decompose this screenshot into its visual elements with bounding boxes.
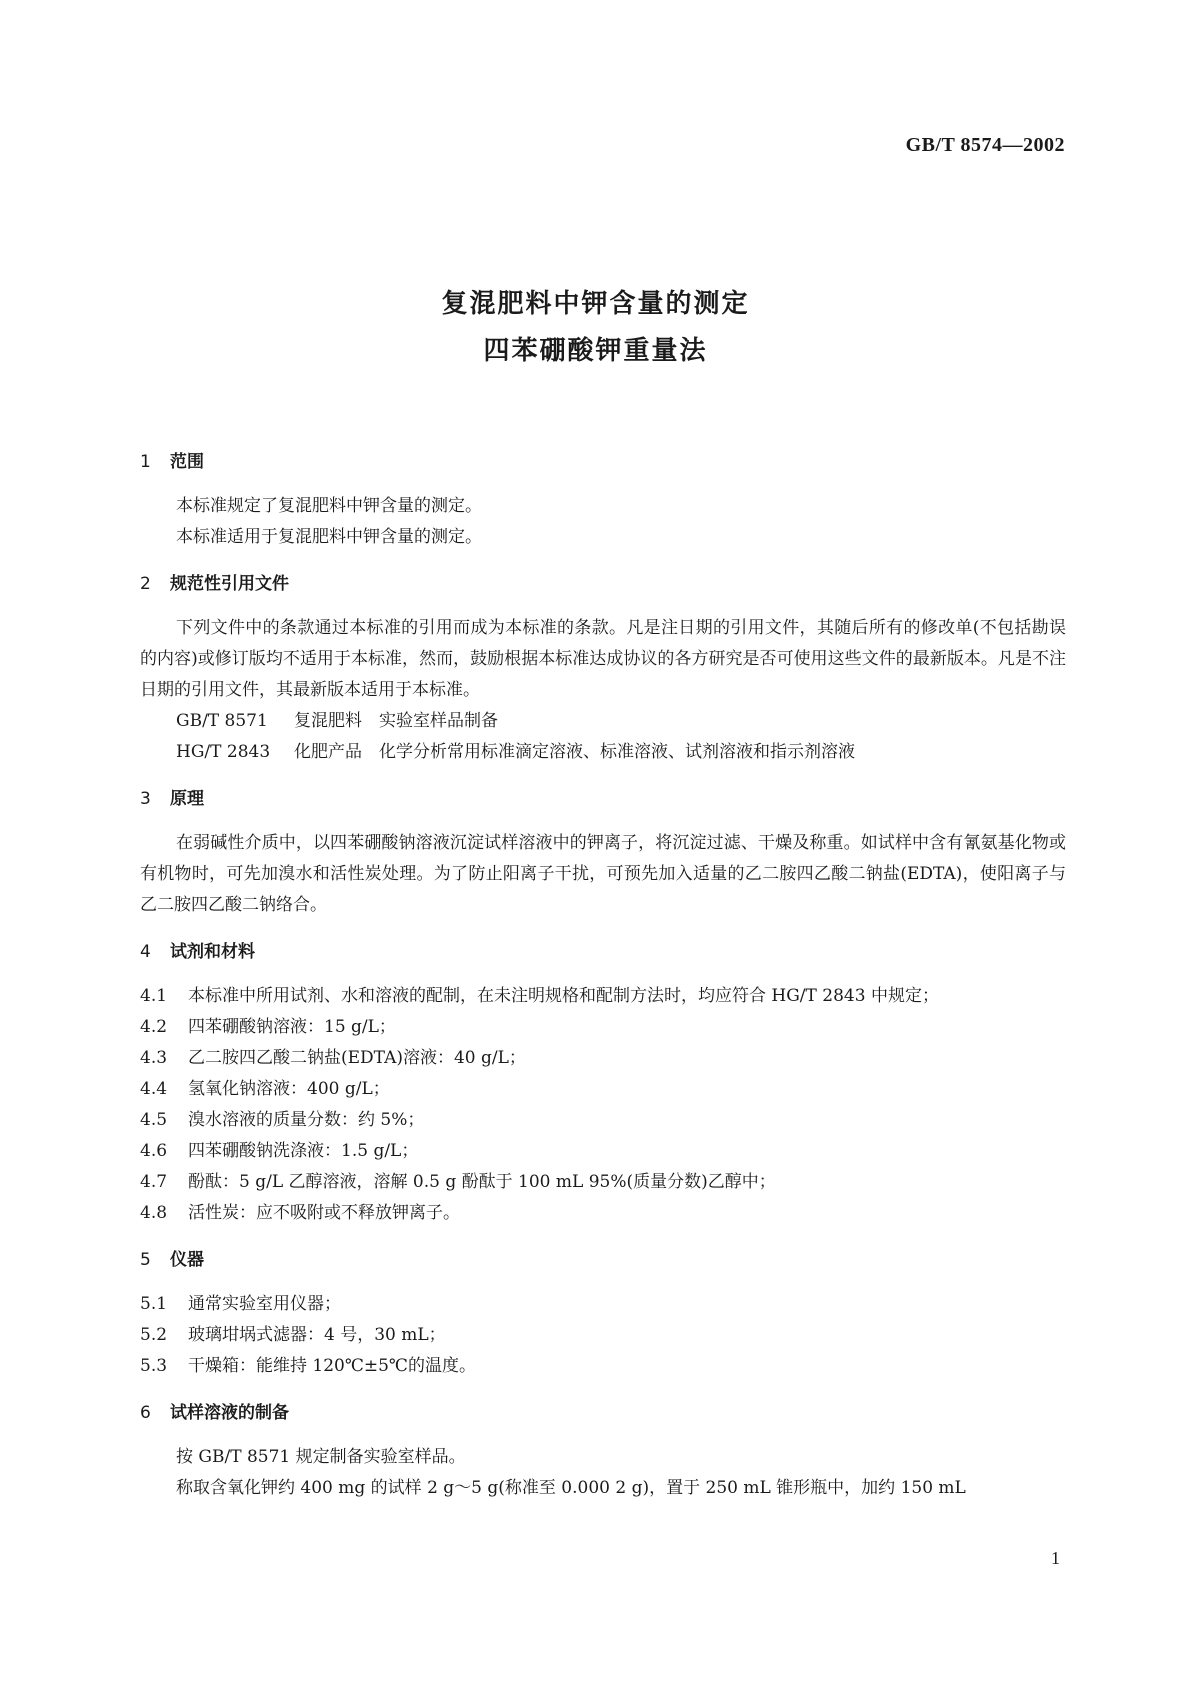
list-item (140, 1351, 1066, 1382)
paragraph: 下列文件中的条款通过本标准的引用而成为本标准的条款。凡是注日期的引用文件，其随后所有的修改单(不包括勘误的内容)或修订版均不适用于本标准，然而，鼓励根据本标准达成协议的各方研究是否可使用这些文件的最新版本。凡是不注日期的引用文件，其最新版本适用于本标准。 (140, 618, 1066, 700)
section-heading-sample-preparation (140, 1398, 1066, 1428)
section-number: 1 (140, 452, 151, 472)
paragraph: 本标准适用于复混肥料中钾含量的测定。 (176, 527, 482, 547)
section-heading-normative-references (140, 569, 1066, 599)
list-item (140, 981, 1066, 1012)
section-number: 3 (140, 789, 151, 809)
document-title: 复混肥料中钾含量的测定 (441, 289, 750, 319)
item-text: 通常实验室用仪器； (188, 1294, 341, 1314)
item-number: 4.3 (140, 1048, 168, 1068)
item-text: 四苯硼酸钠洗涤液：1.5 g/L； (188, 1141, 419, 1161)
item-number: 4.4 (140, 1079, 168, 1099)
item-text: 活性炭：应不吸附或不释放钾离子。 (188, 1203, 460, 1223)
list-item (140, 1136, 1066, 1167)
item-text: 氢氧化钠溶液：400 g/L； (188, 1079, 390, 1099)
item-number: 4.7 (140, 1172, 168, 1192)
reference-title: 化肥产品 化学分析常用标准滴定溶液、标准溶液、试剂溶液和指示剂溶液 (294, 742, 855, 762)
paragraph: 本标准规定了复混肥料中钾含量的测定。 (176, 496, 482, 516)
list-item (140, 1167, 1066, 1198)
item-text: 干燥箱：能维持 120℃±5℃的温度。 (188, 1356, 476, 1376)
document-body (140, 447, 1066, 1504)
section-heading-scope (140, 447, 1066, 477)
section-title: 规范性引用文件 (170, 574, 289, 594)
section-title: 仪器 (170, 1250, 204, 1270)
reference-item (140, 706, 1066, 737)
section-title: 试剂和材料 (170, 942, 255, 962)
item-number: 5.1 (140, 1294, 168, 1314)
paragraph: 按 GB/T 8571 规定制备实验室样品。 (176, 1447, 466, 1467)
item-text: 酚酞：5 g/L 乙醇溶液，溶解 0.5 g 酚酞于 100 mL 95%(质量分数)乙醇中； (188, 1172, 776, 1192)
reference-code: HG/T 2843 (176, 742, 271, 762)
section-title: 范围 (170, 452, 204, 472)
paragraph: 在弱碱性介质中，以四苯硼酸钠溶液沉淀试样溶液中的钾离子，将沉淀过滤、干燥及称重。如试样中含有氰氨基化物或有机物时，可先加溴水和活性炭处理。为了防止阳离子干扰，可预先加入适量的乙二胺四乙酸二钠盐(EDTA)，使阳离子与乙二胺四乙酸二钠络合。 (140, 833, 1066, 915)
section-heading-principle (140, 784, 1066, 814)
list-item (140, 1012, 1066, 1043)
reference-title: 复混肥料 实验室样品制备 (294, 711, 498, 731)
item-number: 4.5 (140, 1110, 168, 1130)
item-number: 4.8 (140, 1203, 168, 1223)
reference-item (140, 737, 1066, 768)
list-item (140, 1289, 1066, 1320)
section-heading-apparatus (140, 1245, 1066, 1275)
item-text: 本标准中所用试剂、水和溶液的配制，在未注明规格和配制方法时，均应符合 HG/T 2843 中规定； (188, 986, 939, 1006)
item-text: 溴水溶液的质量分数：约 5%； (188, 1110, 425, 1130)
section-title: 试样溶液的制备 (170, 1403, 289, 1423)
item-text: 乙二胺四乙酸二钠盐(EDTA)溶液：40 g/L； (188, 1048, 526, 1068)
section-heading-reagents (140, 937, 1066, 967)
item-number: 4.2 (140, 1017, 168, 1037)
list-item (140, 1198, 1066, 1229)
item-number: 4.1 (140, 986, 168, 1006)
item-number: 5.3 (140, 1356, 168, 1376)
paragraph: 称取含氧化钾约 400 mg 的试样 2 g～5 g(称准至 0.000 2 g)，置于 250 mL 锥形瓶中，加约 150 mL (176, 1478, 966, 1498)
section-number: 5 (140, 1250, 151, 1270)
standard-code: GB/T 8574—2002 (905, 134, 1065, 156)
list-item (140, 1074, 1066, 1105)
list-item (140, 1043, 1066, 1074)
section-title: 原理 (170, 789, 204, 809)
section-number: 2 (140, 574, 151, 594)
section-number: 4 (140, 942, 151, 962)
item-text: 玻璃坩埚式滤器：4 号，30 mL； (188, 1325, 446, 1345)
reference-code: GB/T 8571 (176, 711, 268, 731)
page-number: 1 (1051, 1548, 1060, 1568)
item-number: 4.6 (140, 1141, 168, 1161)
list-item (140, 1320, 1066, 1351)
document-subtitle: 四苯硼酸钾重量法 (483, 336, 708, 366)
list-item (140, 1105, 1066, 1136)
item-text: 四苯硼酸钠溶液：15 g/L； (188, 1017, 396, 1037)
item-number: 5.2 (140, 1325, 168, 1345)
section-number: 6 (140, 1403, 151, 1423)
